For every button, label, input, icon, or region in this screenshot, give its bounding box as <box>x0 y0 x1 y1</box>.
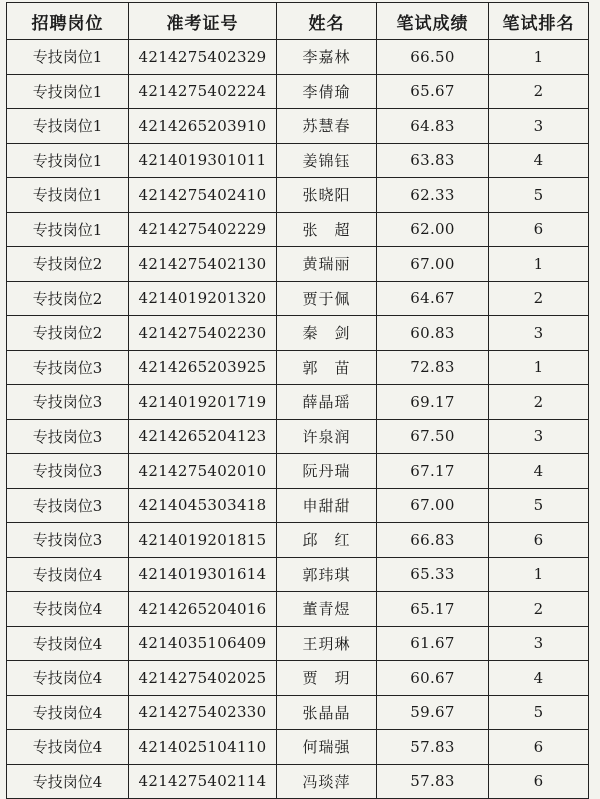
table-row <box>7 178 589 213</box>
table-row <box>7 419 589 454</box>
cell-exam-number: 4214275402224 <box>129 74 277 109</box>
table-row <box>7 247 589 282</box>
cell-position: 专技岗位1 <box>7 178 129 213</box>
table-row <box>7 212 589 247</box>
cell-name: 许泉润 <box>277 419 377 454</box>
header-name: 姓名 <box>277 3 377 40</box>
cell-rank: 3 <box>489 626 589 661</box>
cell-exam-number: 4214265203910 <box>129 109 277 144</box>
cell-exam-number: 4214275402410 <box>129 178 277 213</box>
cell-position: 专技岗位4 <box>7 557 129 592</box>
cell-position: 专技岗位1 <box>7 143 129 178</box>
cell-rank: 3 <box>489 419 589 454</box>
header-score: 笔试成绩 <box>377 3 489 40</box>
cell-score: 69.17 <box>377 385 489 420</box>
table-row <box>7 557 589 592</box>
cell-position: 专技岗位2 <box>7 281 129 316</box>
cell-score: 67.50 <box>377 419 489 454</box>
cell-exam-number: 4214275402114 <box>129 764 277 799</box>
cell-rank: 2 <box>489 385 589 420</box>
cell-rank: 4 <box>489 454 589 489</box>
cell-score: 57.83 <box>377 764 489 799</box>
cell-name: 郭 苗 <box>277 350 377 385</box>
cell-exam-number: 4214275402229 <box>129 212 277 247</box>
cell-rank: 3 <box>489 316 589 351</box>
cell-exam-number: 4214045303418 <box>129 488 277 523</box>
cell-exam-number: 4214019301011 <box>129 143 277 178</box>
table-row <box>7 143 589 178</box>
cell-exam-number: 4214265204123 <box>129 419 277 454</box>
cell-name: 郭玮琪 <box>277 557 377 592</box>
table-row <box>7 626 589 661</box>
cell-score: 64.83 <box>377 109 489 144</box>
cell-name: 王玥琳 <box>277 626 377 661</box>
cell-score: 61.67 <box>377 626 489 661</box>
cell-position: 专技岗位3 <box>7 419 129 454</box>
cell-position: 专技岗位4 <box>7 626 129 661</box>
cell-position: 专技岗位3 <box>7 454 129 489</box>
header-position: 招聘岗位 <box>7 3 129 40</box>
cell-rank: 6 <box>489 212 589 247</box>
exam-results-table <box>6 2 589 799</box>
cell-score: 65.33 <box>377 557 489 592</box>
cell-rank: 2 <box>489 592 589 627</box>
cell-rank: 1 <box>489 350 589 385</box>
cell-score: 59.67 <box>377 695 489 730</box>
cell-exam-number: 4214019201815 <box>129 523 277 558</box>
cell-position: 专技岗位4 <box>7 592 129 627</box>
cell-score: 60.83 <box>377 316 489 351</box>
table-body <box>7 40 589 799</box>
cell-position: 专技岗位4 <box>7 730 129 765</box>
cell-score: 66.50 <box>377 40 489 75</box>
cell-score: 65.17 <box>377 592 489 627</box>
table-row <box>7 40 589 75</box>
cell-position: 专技岗位3 <box>7 385 129 420</box>
cell-exam-number: 4214265203925 <box>129 350 277 385</box>
cell-score: 65.67 <box>377 74 489 109</box>
table-row <box>7 764 589 799</box>
table-row <box>7 730 589 765</box>
cell-score: 67.00 <box>377 247 489 282</box>
cell-score: 64.67 <box>377 281 489 316</box>
table-row <box>7 695 589 730</box>
cell-name: 贾 玥 <box>277 661 377 696</box>
cell-name: 贾于佩 <box>277 281 377 316</box>
table-row <box>7 281 589 316</box>
table-row <box>7 661 589 696</box>
header-rank: 笔试排名 <box>489 3 589 40</box>
cell-exam-number: 4214019201320 <box>129 281 277 316</box>
cell-rank: 2 <box>489 74 589 109</box>
cell-score: 63.83 <box>377 143 489 178</box>
cell-name: 张晓阳 <box>277 178 377 213</box>
table-row <box>7 592 589 627</box>
cell-rank: 4 <box>489 143 589 178</box>
header-exam-number: 准考证号 <box>129 3 277 40</box>
table-row <box>7 316 589 351</box>
cell-position: 专技岗位1 <box>7 212 129 247</box>
cell-exam-number: 4214025104110 <box>129 730 277 765</box>
cell-exam-number: 4214275402330 <box>129 695 277 730</box>
cell-name: 黄瑞丽 <box>277 247 377 282</box>
cell-rank: 1 <box>489 40 589 75</box>
cell-exam-number: 4214275402025 <box>129 661 277 696</box>
cell-position: 专技岗位3 <box>7 350 129 385</box>
cell-position: 专技岗位1 <box>7 109 129 144</box>
cell-position: 专技岗位4 <box>7 661 129 696</box>
table-header-row <box>7 3 589 40</box>
cell-position: 专技岗位3 <box>7 488 129 523</box>
cell-name: 李嘉林 <box>277 40 377 75</box>
cell-rank: 5 <box>489 488 589 523</box>
cell-exam-number: 4214019301614 <box>129 557 277 592</box>
table-row <box>7 74 589 109</box>
cell-position: 专技岗位2 <box>7 247 129 282</box>
cell-rank: 4 <box>489 661 589 696</box>
cell-score: 62.00 <box>377 212 489 247</box>
cell-score: 60.67 <box>377 661 489 696</box>
cell-exam-number: 4214035106409 <box>129 626 277 661</box>
cell-exam-number: 4214265204016 <box>129 592 277 627</box>
table-row <box>7 350 589 385</box>
cell-exam-number: 4214019201719 <box>129 385 277 420</box>
cell-rank: 6 <box>489 764 589 799</box>
cell-score: 66.83 <box>377 523 489 558</box>
cell-score: 67.17 <box>377 454 489 489</box>
table-row <box>7 385 589 420</box>
cell-name: 申甜甜 <box>277 488 377 523</box>
cell-rank: 5 <box>489 178 589 213</box>
cell-exam-number: 4214275402329 <box>129 40 277 75</box>
cell-name: 薛晶瑶 <box>277 385 377 420</box>
cell-score: 67.00 <box>377 488 489 523</box>
cell-position: 专技岗位4 <box>7 764 129 799</box>
cell-name: 邱 红 <box>277 523 377 558</box>
cell-name: 董青煜 <box>277 592 377 627</box>
cell-name: 何瑞强 <box>277 730 377 765</box>
cell-rank: 3 <box>489 109 589 144</box>
cell-score: 62.33 <box>377 178 489 213</box>
cell-name: 冯琰萍 <box>277 764 377 799</box>
cell-position: 专技岗位1 <box>7 74 129 109</box>
cell-rank: 2 <box>489 281 589 316</box>
cell-rank: 5 <box>489 695 589 730</box>
cell-rank: 1 <box>489 557 589 592</box>
table-row <box>7 109 589 144</box>
cell-position: 专技岗位3 <box>7 523 129 558</box>
cell-position: 专技岗位1 <box>7 40 129 75</box>
cell-name: 张晶晶 <box>277 695 377 730</box>
cell-rank: 6 <box>489 730 589 765</box>
table-row <box>7 523 589 558</box>
cell-score: 72.83 <box>377 350 489 385</box>
cell-exam-number: 4214275402010 <box>129 454 277 489</box>
cell-rank: 6 <box>489 523 589 558</box>
cell-name: 李倩瑜 <box>277 74 377 109</box>
cell-rank: 1 <box>489 247 589 282</box>
cell-name: 秦 剑 <box>277 316 377 351</box>
cell-position: 专技岗位4 <box>7 695 129 730</box>
cell-name: 苏慧春 <box>277 109 377 144</box>
table-row <box>7 454 589 489</box>
cell-name: 姜锦钰 <box>277 143 377 178</box>
cell-exam-number: 4214275402130 <box>129 247 277 282</box>
cell-exam-number: 4214275402230 <box>129 316 277 351</box>
cell-position: 专技岗位2 <box>7 316 129 351</box>
table-row <box>7 488 589 523</box>
cell-name: 阮丹瑞 <box>277 454 377 489</box>
cell-score: 57.83 <box>377 730 489 765</box>
cell-name: 张 超 <box>277 212 377 247</box>
